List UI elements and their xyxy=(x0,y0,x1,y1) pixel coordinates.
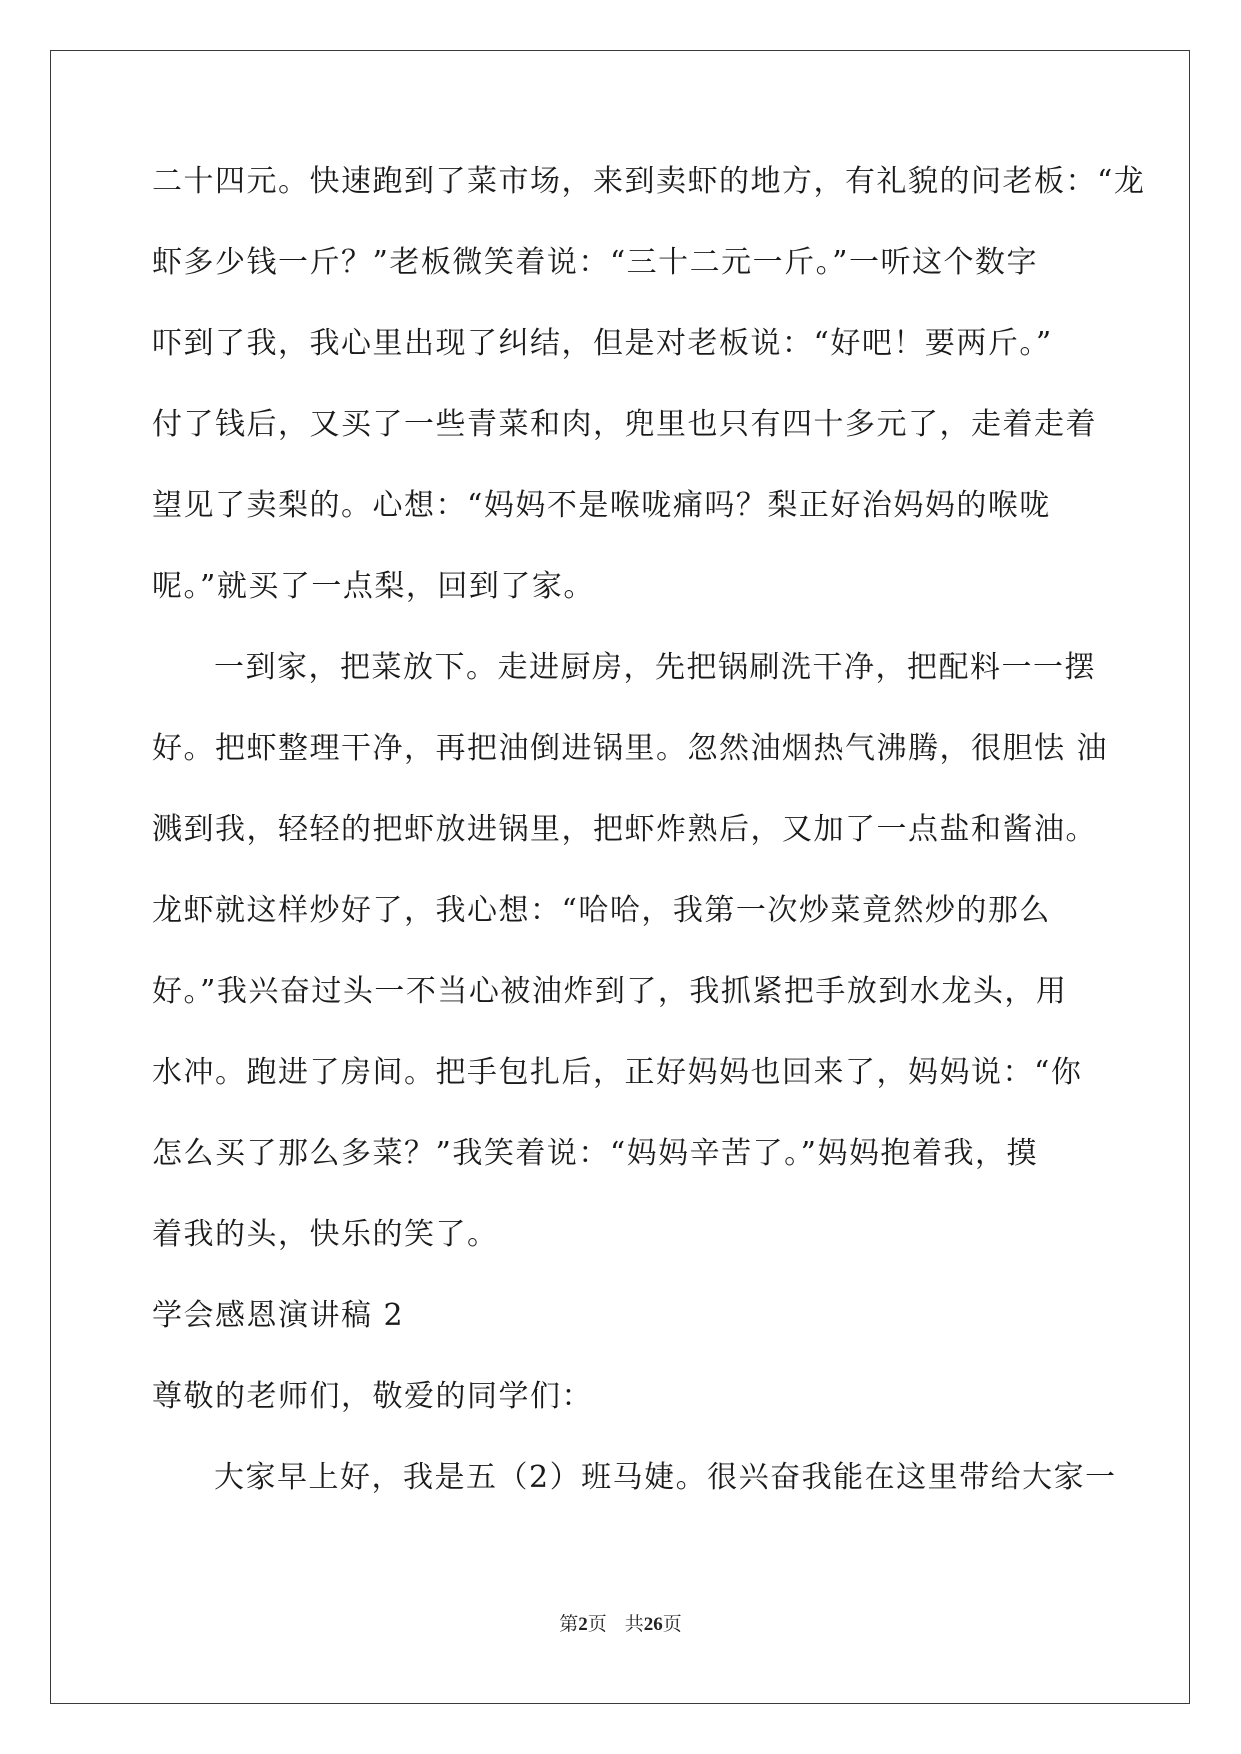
paragraph-start-line: 一到家，把菜放下。走进厨房，先把锅刷洗干净，把配料一一摆 xyxy=(214,650,1096,685)
page-prefix: 第 xyxy=(559,1613,579,1635)
current-page-number: 2 xyxy=(578,1614,588,1635)
text-line: 水冲。跑进了房间。把手包扎后，正好妈妈也回来了，妈妈说：“你 xyxy=(152,1055,1083,1090)
text-line: 怎么买了那么多菜？”我笑着说：“妈妈辛苦了。”妈妈抱着我，摸 xyxy=(152,1136,1039,1171)
total-prefix: 共 xyxy=(624,1613,644,1635)
total-unit: 页 xyxy=(662,1613,682,1635)
text-line: 二十四元。快速跑到了菜市场，来到卖虾的地方，有礼貌的问老板：“龙 xyxy=(152,164,1146,199)
total-page-count: 26 xyxy=(643,1614,663,1635)
page-unit: 页 xyxy=(587,1613,607,1635)
text-line: 呢。”就买了一点梨，回到了家。 xyxy=(152,569,595,604)
text-line: 溅到我，轻轻的把虾放进锅里，把虾炸熟后，又加了一点盐和酱油。 xyxy=(152,812,1097,847)
text-line: 虾多少钱一斤？”老板微笑着说：“三十二元一斤。”一听这个数字 xyxy=(152,245,1039,280)
text-line: 望见了卖梨的。心想：“妈妈不是喉咙痛吗？梨正好治妈妈的喉咙 xyxy=(152,488,1051,523)
text-line: 好。”我兴奋过头一不当心被油炸到了，我抓紧把手放到水龙头，用 xyxy=(152,974,1068,1009)
section-heading: 学会感恩演讲稿 2 xyxy=(152,1298,405,1333)
text-line: 吓到了我，我心里出现了纠结，但是对老板说：“好吧！要两斤。” xyxy=(152,326,1053,361)
salutation-line: 尊敬的老师们，敬爱的同学们： xyxy=(152,1379,593,1414)
page-footer xyxy=(0,1609,1241,1636)
document-body xyxy=(152,162,1146,1539)
text-line: 着我的头，快乐的笑了。 xyxy=(152,1217,499,1252)
text-line: 龙虾就这样炒好了，我心想：“哈哈，我第一次炒菜竟然炒的那么 xyxy=(152,893,1051,928)
paragraph-start-line: 大家早上好，我是五（2）班马婕。很兴奋我能在这里带给大家一 xyxy=(214,1460,1117,1495)
text-line: 付了钱后，又买了一些青菜和肉，兜里也只有四十多元了，走着走着 xyxy=(152,407,1097,442)
text-line: 好。把虾整理干净，再把油倒进锅里。忽然油烟热气沸腾，很胆怯 油 xyxy=(152,731,1109,766)
